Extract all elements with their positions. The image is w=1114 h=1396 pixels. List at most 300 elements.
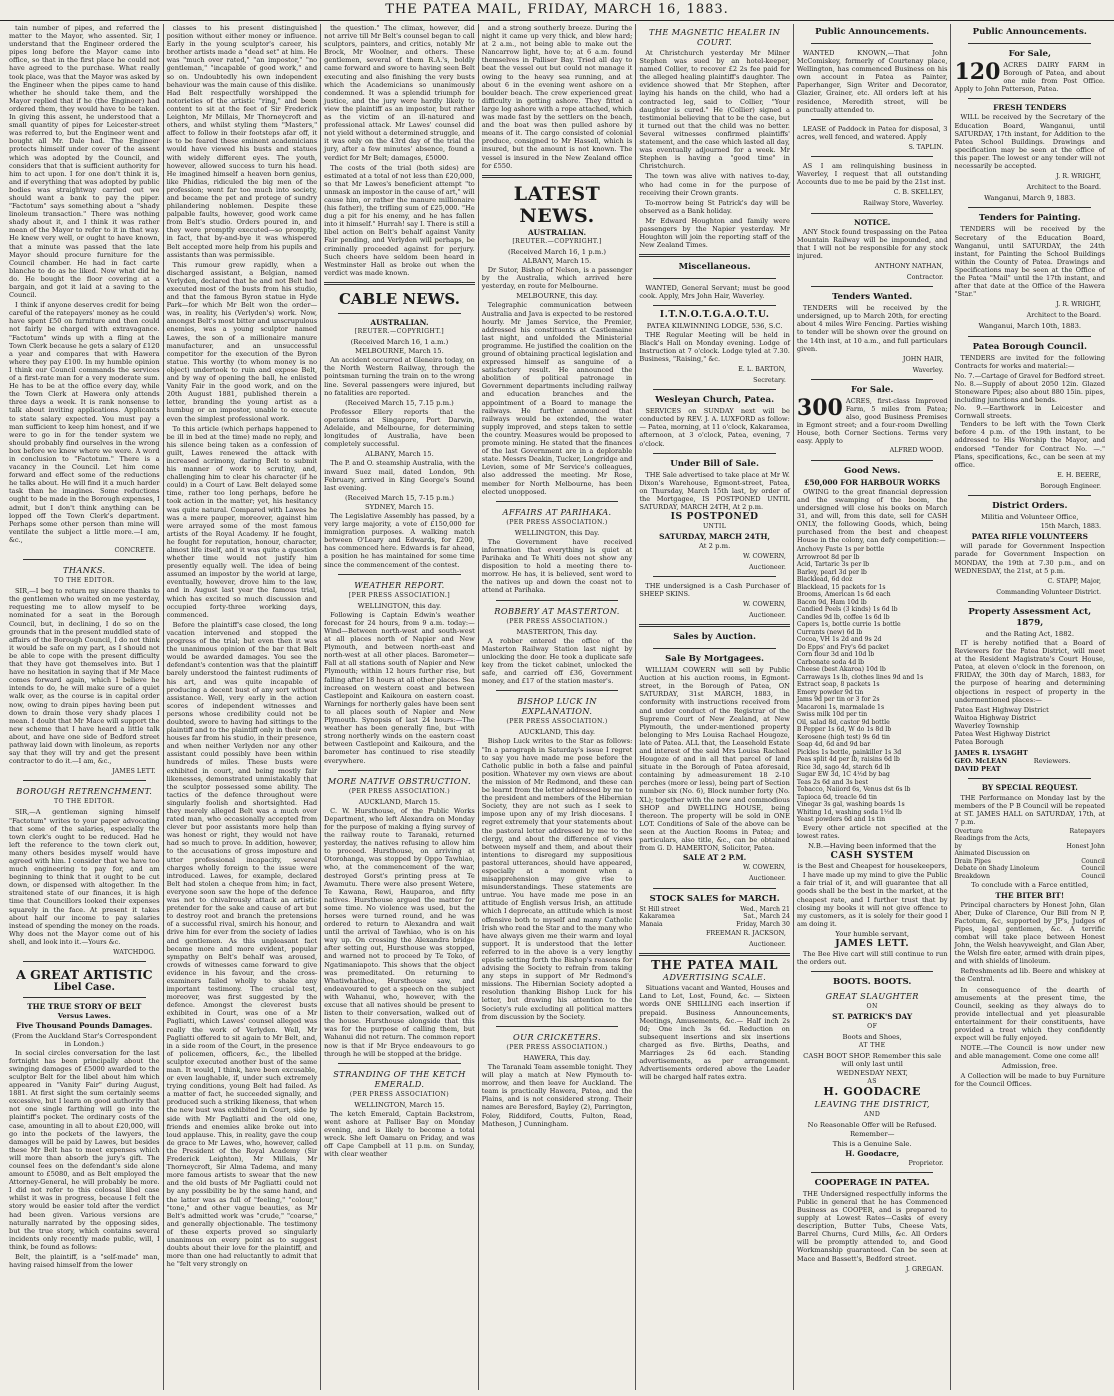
- ad-text: THE undersigned is a Cash Purchaser of SHEEP SKINS.: [639, 581, 790, 598]
- signature: JAMES LETT.: [112, 767, 156, 776]
- news-text: The Legislative Assembly has passed, by a very large majority, a vote of £150,000 for immigration purposes. A walking match between O'Leary and Edwards, for £200, has commenced here. Edwards is far ahead, a position he has maintained for some time since the commencement of the contest.: [324, 511, 475, 569]
- news-text: A robber entered the office of the Masterton Railway Station last night by unlocking the door. He took a duplicate safe key from the ticket cabinet, unlocked the safe, and carried off £36, Government money, and £17 of the station master's.: [481, 636, 633, 686]
- acre-count: 300: [796, 394, 843, 421]
- heading-wesleyan: Wesleyan Church, Patea.: [655, 395, 775, 406]
- contract-item: No. 7.—Cartage of Gravel for Bedford street.: [954, 371, 1106, 380]
- ad-text: In consequence of the dearth of amusements at the present time, the Council, seeking as they always do to provide intellectual and yet pleasurable entertainment for their constituents, have provided a treat which they confidently expect will be fully enjoyed.: [954, 985, 1106, 1043]
- news-text: The town was alive with natives to-day, who had come in for the purpose of receiving their Crown grants.: [639, 172, 790, 197]
- signature-role: Secretary.: [753, 376, 786, 385]
- heading-notice: NOTICE.: [854, 217, 891, 227]
- received-line: (Received March 15, 7-15 p.m.): [344, 493, 454, 502]
- signature: FREEMAN R. JACKSON,: [705, 929, 786, 937]
- article-text: classes to his present distinguished position without either money or influence. Early in the young sculptor's career, his brother artists made a "dead set" at him. He was "much over rated," "an impostor," "no gentleman," "incapable of good work," and so on. Undoubtedly his own independent behaviour was the main cause of this dislike. Had Belt respectfully worshipped the notorieties of the artistic "ring," and been content to sit at the feet of Sir Frederick Leighton, Mr Millais, Mr Thorneycroft and others, and whilst styling them "Masters," affect to follow in their footsteps afar off, it is to be feared these eminent academicians would have viewed his busts and statues with widely different eyes. The youth, however, allowed success to turn his head. He imagined himself a heaven born genius, like Phidias, ridiculed the big men of the profession; went far too much into society, and became the pet and protege of sundry philandering noblemen. Despite these palpable faults, however, good work came from Belt's studio. Orders poured in, and they were promptly executed—so promptly, in fact, that by-and-bye it was whispered Belt accepted more help from his pupils and assistants than was permissible.: [166, 24, 318, 259]
- ad-text: TENDERS are invited for the following Contracts for works and material:—: [954, 353, 1106, 370]
- heading-for-sale: For Sale.: [850, 384, 894, 395]
- list-item: Manaia Friday, March 30: [639, 920, 790, 928]
- headline-libel: Libel Case.: [53, 982, 115, 994]
- heading-mortgagees: Sale By Mortgagees.: [665, 654, 765, 665]
- letter-text: tain number of pipes, and referred the matter to the Mayor, who assented. Sir, I understand that the Engineer ordered the pipes long before the Mayor came into office, so that in the first place he could not have agreed to the purchase. What really took place, was that the Mayor was asked by the Engineer when the pipes came to hand whether he should take them, and the Mayor replied that if he (the Engineer) had ordered them, they would have to be taken. In giving this assent, he understood that a small quantity of pipes for Leicester-street was referred to, but the Engineer went and bought all Mr. Dale had. The Engineer protects himself under cover of the assent which was adopted by the Council, and considers that that is sufficient authority for him to act upon. I for one don't think it is, and if everything that was adopted by public bodies was straightway carried out we should want a bank to pay the piper. "Factotum" says something about a "shady linoleum transaction." There was nothing shady about it, and I think it was rather mean of the Mayor to refer to it in that way. He knew very well, or ought to have known, that a minute was passed that the late Mayor should procure furniture for the Council chamber. He had in fact carte blanche to do as he liked. Now what did he do. He bought the floor covering at a bargain, and got it laid at a saving to the Council.: [9, 24, 160, 300]
- reuter-line: [REUTER.—COPYRIGHT.]: [512, 237, 602, 245]
- heading-for-sale: For Sale,: [1008, 49, 1051, 59]
- divider: [338, 574, 461, 575]
- ad-text: WILLIAM COWERN will sell by Public Auction at his auction rooms, in Egmont-street, in the Borough of Patea, ON SATURDAY, 31st MARCH, 1883, in conformity with instructions received from and under conduct of the Registrar of the Supreme Court of New Zealand, at New Plymouth, the under-mentioned property belonging to Mrs Louisa Rachael Hougoze, late of Patea. ALL that, the Leasehold Estate and interest of the said Mrs Louisa Rachael Hougoze of and in all that parcel of land situate in the Borough of Patea aforesaid, containing by admeasurement 18 2-10 perches (more or less), being part of Section number six (No. 6), Block number forty (No. XL); together with the new and commodious SHOP and DWELLING HOUSE, being thereon. The property will be sold in ONE LOT. Conditions of Sale of the above can be seen at the Auction Rooms in Patea; and particulars, also title, &c., can be obtained from G. D. HAMERTON, Solicitor, Patea.: [639, 666, 790, 853]
- biter-bit: THE BITER BIT!: [995, 890, 1065, 900]
- signature: CONCRETE.: [114, 546, 156, 554]
- divider: [811, 213, 934, 214]
- section-heading-bishop: BISHOP LUCK IN EXPLANATION.: [517, 696, 597, 717]
- dateline: SYDNEY, March 15.: [365, 502, 434, 511]
- divider: [639, 953, 790, 956]
- place-item: Patea East Highway District: [954, 705, 1049, 714]
- divider: [968, 336, 1091, 337]
- goods-item: Bacon 9d, Ham 10d lb: [796, 598, 867, 606]
- program-list: [954, 828, 1105, 881]
- goods-item: B Pepper 1s 6d, W do 1s 8d lb: [796, 726, 892, 734]
- lodge-name: PATEA KILWINNING LODGE, 536, S.C.: [646, 321, 783, 330]
- goods-item: Tobacco, Naiiord 6s, Venus dst 6s lb: [796, 786, 911, 794]
- divider: [811, 1172, 934, 1173]
- list-item: Kakaramea Sat., March 24: [639, 913, 790, 920]
- section-heading-cricketers: OUR CRICKETERS.: [513, 1031, 601, 1042]
- goods-item: Jams 9d per tin or 3 for 2s: [796, 696, 880, 704]
- divider: [23, 961, 146, 962]
- heading-sales-by-auction: Sales by Auction.: [673, 632, 756, 643]
- goods-item: Blacklead, 6d doz: [796, 576, 853, 584]
- masthead: [0, 0, 1114, 21]
- reviewer-name: GEO. McLEAN: [954, 757, 1008, 766]
- heading-special-request: BY SPECIAL REQUEST.: [981, 783, 1078, 793]
- ad-text: Situations vacant and Wanted, Houses and Land to Let, Lost, Found, &c. — Sixteen words ONE SHILLING each insertion if prepaid. Business Announcements, Meetings, Amusements, &c.— Half inch 2s 0d; One inch 3s 6d. Reduction on subsequent insertions and six insertions charged as five. Births, Deaths, and Marriages 2s 6d each. Standing advertisements, as per arrangement. Advertisements ordered above the Leader will be charged half rates extra.: [639, 984, 790, 1082]
- dateline: MASTERTON, This day.: [516, 627, 598, 636]
- goods-price-list: [797, 546, 948, 824]
- boots-line: Boots and Shoes,: [842, 1032, 902, 1041]
- divider: [324, 282, 475, 285]
- press-line: (PER PRESS ASSOCIATION.): [348, 787, 451, 795]
- received-line: (Received March 16, 1 a.m.): [350, 338, 449, 347]
- signature: ANTHONY NATHAN,: [874, 261, 944, 270]
- great-slaughter: GREAT SLAUGHTER: [825, 991, 919, 1002]
- program-item-label: Drain Pipes: [954, 857, 991, 865]
- signature-role: Waverley.: [912, 365, 944, 374]
- dateline: MELBOURNE, March 15.: [355, 347, 444, 356]
- article-text: Before the plaintiff's case closed, the long vacation intervened and stopped the progress of the trial; but even then it was the unanimous opinion of the bar that Belt would be awarded damages. You see the defendant's contention was that the plaintiff barely understood the faintest rudiments of his art, and was quite incapable of producing a decent bust of any sort without assistance. Well, very early in the action scores of independent witnesses and persons whose credibility could not be doubted, swore to having had sittings to the plaintiff and to the plaintiff only in their own houses far from his studio, in their presence, and when neither Verlyden nor any other assistant could possibly have been within hundreds of miles. These busts were exhibited in court, and being mostly fair likenesses, demonstrated unmistakably that the sculptor possessed some ability. The tactics of the defence throughout were singularly foolish and shortsighted. Had they merely alleged Belt was a much over rated man, who occasionally accepted from clever but poor assistants more help than was honest or right, they would not have had so much to prove. In addition, however, to the accusations of gross imposture and utter professional incapacity, several charges wholly foreign to the issue were introduced. Lawes, for example, declared Belt had stolen a cheque from him; in fact, everyone soon saw the hope of the defence was not to chivalrously attack an artistic pretender for the sake and cause of art but to destroy root and branch the pretensions of a successful rival, smirch his honour, and drive him for ever from the society of ladies and gentlemen. As this unpleasant fact became more and more evident, popular sympathy on Belt's behalf was aroused, crowds of witnesses came forward to give evidence in his favour, and the cross-examiners failed wholly to shake any important testimony. The crucial test, moreover, was first suggested by the defence. Amongst the cleverest busts exhibited in Court, was one of a Mr Pagliatti, which Lawes' counsel alleged was really the work of Verlyden. Well, Mr Pagliatti offered to sit again to Mr Belt, and, in a side room of the Court, in the presence of policemen, officers, &c., the libelled sculptor executed another bust of the same man. It would, I think, have been excusable, or even laughable, if, under such extremely trying conditions, young Belt had failed. As a matter of fact, he succeeded signally, and produced such a striking likeness, that when the new bust was exhibited in Court, side by side with Mr Pagliatti and the old one, friends and enemies alike broke out into loud applause. This, in reality, gave the coup de grace to Mr Lawes, who, however, called the President of the Royal Academy (Sir Frederick Leighton), Mr Millais, Mr Thorneycroft, Sir Alma Tadema, and many more famous artists to swear that the new and the old busts of Mr Pagliatti could not by any possibility be by the same hand, and the latter was as full of "feeling," "colour," "tone," and other vague beauties, as Mr Belt's admitted work was "crude," "coarse," and generally objectionable. The testimony of these experts proved so singularly unanimous on every point as to suggest doubts about their love for the plaintiff, and more than one had reluctantly to admit that he "felt very strongly on: [166, 620, 318, 1269]
- signature-role: Architect to the Board.: [1026, 183, 1102, 192]
- rifle-volunteers: PATEA RIFLE VOLUNTEERS: [971, 532, 1088, 542]
- divider: [811, 460, 934, 461]
- reviewers-label: Reviewers.: [1033, 757, 1071, 766]
- divider: [639, 254, 790, 257]
- program-item: [954, 835, 1105, 843]
- goods-item: Vinegar 3s gal, washing boards 1s: [796, 801, 905, 809]
- ad-text: WANTED, General Servant; must be good cook. Apply, Mrs John Hair, Waverley.: [639, 284, 790, 301]
- cash-sub: is the Best and Cheapest for housekeepers,: [797, 862, 948, 871]
- ad-text: THE Undersigned respectfully informs the Public in general that he has Commenced Business as COOPER, and is prepared to supply at Lowest Rates—Casks of every description, Butter Tubs, Cheese Vats, Barrel Churns, Curd Mills, &c. All Orders will be promptly attended to, and Good Workmanship guaranteed. Can be seen at Mace and Bassett's, Bedford street.: [796, 1189, 948, 1263]
- divider: [23, 997, 146, 998]
- signature-role: Auctioneer.: [749, 940, 786, 949]
- ad-text: Every other article not specified at the lowest rates.: [796, 823, 948, 840]
- signature-role: Commanding Volunteer District.: [996, 587, 1102, 596]
- program-item-label: by: [954, 842, 962, 850]
- ad-text: I have made up my mind to give the Public a fair trial of it, and will guarantee that all goods shall be the best in the market, at the cheapest rate, and I further trust that by closing my books it will not give offence to my customers, as it is solely for their good I am doing it.: [796, 871, 948, 928]
- divider: [811, 286, 934, 287]
- headline-latest-news: LATEST NEWS.: [513, 182, 601, 227]
- heading-public-announcements: Public Announcements.: [972, 27, 1087, 37]
- section-heading-robbery: ROBBERY AT MASTERTON.: [494, 605, 620, 616]
- subhead-damages: Five Thousand Pounds Damages.: [16, 1021, 153, 1031]
- divider: [482, 175, 633, 178]
- news-text: Professor Ellery reports that the operations at Singapore, Port Darwin, Adelaide, and Melbourne, for determining longitudes of Australia, have been completely successful.: [324, 407, 475, 449]
- divider: [338, 770, 461, 771]
- dateline: WELLINGTON, March 15.: [354, 1100, 445, 1109]
- heading-cooperage: COOPERAGE IN PATEA.: [814, 1177, 930, 1188]
- goods-item: Do Epps' and Fry's 6d packet: [796, 643, 889, 651]
- letter-text: SIR,—I beg to return my sincere thanks to the gentlemen who waited on me yesterday, requesting me to allow myself to be nominated for a seat in the Borough Council, but, in declining, I do so on the grounds that in the present muddled state of affairs of the Borough Council, I do not think it would be safe on my part, as I should not be able to cope with the present difficulty that they have got themselves into. But I have no hesitation in saying that if Mr Mace comes forward again, which I believe he intends to do, he will make sure of a quiet walk over, as the course is in capital order now, owing to drain pipes having been put down to drain those very shady places I mean. I doubt that Mr Mace will support the new scheme that I have heard a little talk about, and have one side of Bedford street pathway laid down with linoleum, as reports say that they will try and get the present contractor to do it.—I am, &c.,: [9, 587, 160, 766]
- goods-item: Whiting 1d, washing soda 1½d lb: [796, 808, 902, 816]
- heading-bill-of-sale: Under Bill of Sale.: [670, 458, 759, 469]
- heading-patea-mail: THE PATEA MAIL: [651, 958, 779, 973]
- program-item: [954, 865, 1105, 873]
- program-item-performer: Ratepayers: [1069, 827, 1106, 835]
- divider: [968, 207, 1091, 208]
- goods-item: Yeast powders 6d and 1s tin: [796, 816, 886, 824]
- signature: WATCHDOG.: [113, 948, 156, 957]
- program-item-performer: Council: [1081, 872, 1106, 880]
- goods-item: Cocoa, VH 1s 2d and 9s 2d: [796, 636, 882, 644]
- place-item: Patea West Highway District: [954, 730, 1051, 738]
- contract-list: [954, 372, 1105, 421]
- subhead-versus: Versus Lawes.: [57, 1012, 111, 1021]
- places-list: [954, 706, 1105, 746]
- patrick-line: ST. PATRICK'S DAY: [832, 1012, 913, 1022]
- program-item: [954, 828, 1105, 836]
- column-2: [164, 24, 322, 1390]
- signature: J. R. WRIGHT,: [1056, 172, 1102, 181]
- dateline: ALBANY, March 15.: [522, 256, 592, 265]
- divider: [338, 313, 461, 314]
- signature: S. TAPLIN.: [908, 142, 944, 151]
- goods-item: Anchovy Paste 1s per bottle: [796, 546, 885, 554]
- letter-text: I think if anyone deserves credit for being careful of the ratepayers' money as he could have spent £50 on furniture and then could not fairly be charged with extravagance. "Factotum" winds up with a fling at the Town Clerk because he gets a salary of £120 a year and compares that with Hawera where they pay £100. In my humble opinion I think our Council commands the services of a first-rate man for a very moderate sum. He has to be at the office every day, while the Town Clerk at Hawera only attends three days a week. It is rank nonsense to talk about inviting applications. Applicants to state salary expected. You must pay a man sufficient to keep him honest, and if we were to go in for the tender system we should probably find ourselves in the wrong box before we knew where we were. A word in conclusion to "Factotum." There is a vacancy in the Council. Let him come forward and effect some of the reductions he talks about. He will find it a much harder task than he imagines. Some reductions ought to be made in the Borough expenses, I admit, but I don't think anything can be lopped off the Town Clerk's department. Perhaps some other person than mine will ventilate the subject a little more.—I am, &c.,: [9, 301, 160, 544]
- servant-line: Your humble servant,: [835, 929, 909, 938]
- divider: [653, 305, 776, 306]
- reuter-line: [REUTER.—COPYRIGHT.]: [354, 328, 445, 335]
- divider: [811, 379, 934, 380]
- signature: J. GREGAN.: [905, 1264, 944, 1273]
- stock-sales-list: [639, 906, 790, 929]
- press-line: [PER PRESS ASSOCIATION.]: [348, 591, 451, 599]
- of-line: OF: [867, 1022, 878, 1030]
- program-item: [954, 873, 1105, 881]
- goods-item: Teas 2s 6d and 3s best: [796, 778, 868, 786]
- divider: [811, 156, 934, 157]
- refused-line: No Reasonable Offer will be Refused.: [807, 1121, 937, 1130]
- divider: [653, 389, 776, 390]
- received-line: (Received March 15, 7.15 p.m.): [345, 398, 454, 407]
- contract-item: No. 8.—Supply of about 2050 12in. Glazed Stoneware Pipes; also about 880 15in. pipes, including junctions and bends.: [954, 379, 1106, 404]
- goodacre-name: H. GOODACRE: [823, 1085, 921, 1099]
- divider: [496, 501, 619, 502]
- ad-text: A Collection will be made to buy Furniture for the Council Offices.: [954, 1071, 1106, 1088]
- ad-text: LEASE of Paddock in Patea for disposal, 3 acres, well fenced, and watered. Apply: [796, 124, 948, 141]
- heading-boots: BOOTS. BOOTS.: [833, 977, 912, 988]
- goods-item: Acid, Tartaric 3s per lb: [796, 561, 870, 569]
- news-text: Mr Edward Houghton and family were passengers by the Napier yesterday. Mr Houghton will join the reporting staff of the New Zealand Times.: [639, 216, 790, 250]
- ad-text: ACRES, first-class Improved Farm, 5 miles from Patea; also, good Business Premises in Egmont street; and a four-room Dwelling House, both Corner Sections. Terms very easy. Apply to: [796, 396, 948, 446]
- article-text: The costs of the trial (both sides) are estimated at a total of not less than £20,000, so that Mr Lawes's beneficient attempt "to unmask an impostor in the cause of art," will cause him, or rather the manure millionaire (his father), the trifling sum of £25,000. "He dug a pit for his enemy, and he has fallen into it himself." Hurrah! say I. There is still a libel action on Belt's behalf against Vanity Fair pending, and Verlyden will perhaps, be criminally proceeded against for perjury. Such cheers have seldom been heard in Westminster Hall as broke out when the verdict was made known.: [324, 163, 475, 277]
- dateline: HAWERA, This day.: [523, 1053, 591, 1062]
- section-heading-parihaka: AFFAIRS AT PARIHAKA.: [502, 506, 612, 517]
- divider: [639, 624, 790, 627]
- admission-line: Admission, free.: [1001, 1062, 1058, 1071]
- news-text: Dr Sutor, Bishop of Nelson, is a passenger by the Australia, which arrived here yesterday, en route for Melbourne.: [481, 266, 633, 291]
- news-text: Telegraphic communication between Australia and Java is expected to be restored hourly. Mr James Service, the Premier, addressed his constituents at Castlemaine last night, and unfolded the Ministerial programme. He justified the coalition on the ground of obtaining practical legislation and expressed himself as sanguine of a satisfactory result. He announced the abolition of political patronage in Government departments including railway and education branches and the appointment of a Board to manage the railways. He further announced that railways would be extended, the water supply improved, and steps taken to settle the country. Measures would be proposed to promote mining. He stated that the finances of the last Government are in a deplorable state. Messrs Deakin, Tucker, Longridge and Levien, some of Mr Service's colleagues, also addressed the meeting. Mr Rose, member for North Melbourne, has been elected unopposed.: [481, 301, 633, 496]
- program-item-label: Readings from the Acts,: [954, 835, 1030, 843]
- signature-role: Auctioneer.: [749, 610, 786, 619]
- signature-role: Borough Engineer.: [1040, 481, 1102, 490]
- for-sale-ad: [796, 394, 948, 446]
- article-text: Belt, the plaintiff, is a "self-made" man, having raised himself from the lower: [9, 1253, 160, 1270]
- ad-text: will parade for Government Inspection parade for Government Inspection on MONDAY, the 19th at 7.30 p.m., and on WEDNESDAY, the 21st, at 5 p.m.: [954, 542, 1106, 575]
- postponed-line: IS POSTPONED: [670, 511, 759, 523]
- ad-text: THE Performance on Monday last by the members of the P B Council will be repeated at ST. JAMES HALL on SATURDAY, 17th, at 7 p.m.: [954, 793, 1106, 826]
- ad-text: SERVICES on SUNDAY next will be conducted by REV. J. A. LUXFORD as follow:— Patea, morning, at 11 o'clock, Kakaramea, afternoon, at 3 o'clock, Patea, evening, 7 o'clock.: [639, 407, 790, 448]
- signature: E. L. BARTON,: [738, 365, 786, 373]
- ad-text: Principal characters by Honest John, Glan Aber, Duke of Clarence, Our Bill from N P, Factotum, &c, supported by JP's, Judges of Pipes, legal gentlemen, &c. A terrific combat will take place between Honest John, the Welsh heavyweight, and Glan Aber, the Welsh fire eater, armed with drain pipes, and with shields of linoleum.: [954, 900, 1106, 966]
- place-item: Patea Borough: [954, 738, 1004, 747]
- signature: W. COWERN,: [742, 863, 786, 872]
- goods-item: Candles 9d lb, coffee 1s 6d lb: [796, 613, 890, 621]
- divider: [496, 1026, 619, 1027]
- program-item-label: Breakdown: [954, 872, 991, 880]
- goods-item: Tapioca 6d, treacle 6d tin: [796, 793, 878, 801]
- subhead-belt: THE TRUE STORY OF BELT: [27, 1002, 142, 1012]
- goods-item: Barley, pearl 3d per lb: [796, 568, 867, 576]
- program-item-performer: Council: [1081, 865, 1106, 873]
- ad-text: ACRES DAIRY FARM in Borough of Patea, and about one mile from Post Office. Apply to John Patterson, Patea.: [954, 61, 1106, 94]
- article-text: In social circles conversation for the last fortnight has been principally about the swinging damages of £5000 awarded to the sculptor Belt for the libel about him which appeared in "Vanity Fair" during August, 1881. At first sight the sum certainly seems excessive, but I learn on good authority that not one single farthing will go into the plaintiff's pocket. The ordinary costs of the case, amounting in all to about £20,000, will go into the pockets of the lawyers, the damages will be paid by Lawes, but besides these Mr Belt has to meet expenses which will more than absorb the jury's gift. The counsel fees on the defendant's side alone amount to £5080, and as Belt employed the Attorney-General, he will probably be more. I did not refer to this colossal libel case whilst it was in progress, because I felt the story would be easier told after the verdict had been given. Various versions are naturally narrated by the opposing sides, but the true story, which contains several incidents only recently made public, will, I think, be found as follows:: [9, 1048, 160, 1251]
- on-line: ON: [866, 1003, 878, 1011]
- divider: [811, 971, 934, 972]
- program-item-performer: Council: [1081, 857, 1106, 865]
- ad-text: Tenders to be left with the Town Clerk before 4 p.m. of the 19th instant, to be addressed to His Worship the Mayor, and endorsed "Tender for Contract No. —." Plans, specifications, &c., can be seen at my office.: [954, 420, 1106, 469]
- date-line: 15th March, 1883.: [1040, 522, 1102, 531]
- headline-cable-news: CABLE NEWS.: [338, 289, 460, 308]
- reviewers-block: [954, 749, 1105, 773]
- section-heading-ketch: STRANDING OF THE KETCH EMERALD.: [333, 1068, 466, 1089]
- goods-item: Soap 4d, 6d and 9d bar: [796, 741, 871, 749]
- letter-text: SIR,—A gentleman signing himself "Factotum" writes to your paper advocating that some of the salaries, especially the town clerk's ought to be reduced. Had he left the reference to the town clerk out, many others besides myself would have agreed with him. I consider that we have too much engineering to pay for, and am beginning to think that it ought to be cut down, or dispensed with altogether. In the straitened state of our finances, it is high time that Councillors looked their expenses squarely in the face. At present it takes about half our income to pay salaries instead of spending the money on the roads. Why does not the Mayor come out of his shell, and look into it.—Yours &c.: [9, 808, 160, 946]
- at-the-line: AT THE: [858, 1041, 886, 1049]
- divider: [968, 495, 1091, 496]
- divider: [811, 119, 934, 120]
- remember-line: Remember—: [849, 1130, 895, 1139]
- divider: [496, 600, 619, 601]
- signature: W. COWERN,: [742, 551, 786, 560]
- goods-item: Emery powder 9d tin: [796, 688, 864, 696]
- date-line: Wanganui, March 9, 1883.: [984, 194, 1076, 203]
- program-item: [954, 858, 1105, 866]
- goods-item: Sugar EW 3d, 1C 4½d by bag: [796, 771, 890, 779]
- wednesday-line: WEDNESDAY NEXT,: [836, 1068, 908, 1077]
- place-item: Waverley Township: [954, 721, 1019, 730]
- divider: [968, 778, 1091, 779]
- divider: [811, 43, 934, 44]
- heading-borough-council: Patea Borough Council.: [972, 341, 1087, 352]
- column-4: [479, 24, 637, 1390]
- ad-text: THE Sale advertised to take place at Mr W. Dixon's Warehouse, Egmont-street, Patea, on Thursday, March 15th last, by order of the Mortgagee, IS POSTPONED UNTIL SATURDAY, MARCH 24TH, At 2 p.m.: [639, 470, 790, 512]
- column-5: [636, 24, 794, 1390]
- ad-text: ANY Stock found trespassing on the Patea Mountain Railway will be impounded, and that I will not be responsible for any stock injured.: [796, 227, 948, 260]
- goods-item: Corn flour 3d and 10d lb: [796, 651, 875, 659]
- signature: JOHN HAIR,: [902, 354, 944, 363]
- received-line: (Received March 16, 1 p.m.): [508, 247, 607, 256]
- heading-public-announcements: Public Announcements.: [815, 27, 930, 37]
- signature-role: Architect to the Board.: [1026, 311, 1102, 320]
- cash-system: CASH SYSTEM: [830, 850, 914, 862]
- signature: E. H. BEERE,: [1057, 470, 1102, 479]
- ad-text: OWING to the great financial depression and the swamping of the boom, the undersigned will close his books on March 31, and will, from this date, sell for CASH ONLY, the following Goods, which, being purchased from the best and cheapest House in the colony, can defy competition:—: [796, 487, 948, 545]
- news-text: The Government have received information that everything is quiet at Parihaka and Te Whiti does not show any disposition to hold a meeting there to-morrow. He has, it is believed, sent word to the natives up and down the coast not to attend at Parihaka.: [481, 537, 633, 595]
- signature: W. COWERN,: [742, 599, 786, 608]
- news-text: To-morrow being St Patrick's day will be observed as a Bank holiday.: [639, 198, 790, 215]
- correspondent-line: (From the Auckland Star's Correspondent in London.): [11, 1031, 157, 1048]
- lodge-title: I.T.N.O.T.G.A.O.T.U.: [659, 309, 770, 321]
- date-line: SATURDAY, MARCH 24TH,: [659, 532, 771, 542]
- divider: [968, 43, 1091, 44]
- news-text: Bishop Luck writes to the Star as follows: "In a paragraph in Saturday's issue I regret to say you have made me pose before the Catholic public in both a false and painful position. Whatever my own views are about the mission of Mr Redmond, and these can be learnt from the letter addressed by me to the president and members of the Hibernian Society, they are not such as I seek to impose upon any of my Irish diocesans. I regret extremely that your statements about the pastoral letter addressed by me to the clergy, and about the difference of views between myself and them, and about their intentions to disregard my suppositious pastoral utterances, should have appeared, especially at a moment when a misapprehension may give rise to misunderstandings. These statements are untrue. You have made me pose in an attitude of English versus Irish, an attitude which I deprecate, an attitude which is most offensive both to myself and many Catholic Irish who read the Star and to the many who have always given me their warm and loyal support. It is understood that the letter referred to in the above is a very lengthy epistle setting forth the Bishop's reasons for advising the Society to refrain from taking any steps in support of Mr Redmond's missions. The Hibernian Society adopted a resolution thanking Bishop Luck for his letter, but drawing his attention to the Society's rule excluding all political matters from discussion by the Society.: [481, 737, 633, 1021]
- divider: [23, 780, 146, 781]
- nb-line: N.B.—Having been informed that the: [808, 842, 937, 850]
- program-item-performer: Honest John: [1066, 842, 1106, 850]
- ad-text: WILL be received by the Secretary of the Education Board, Wanganui, until SATURDAY, 17th instant, for Addition to the Patea School Buildings. Drawings and specification may be seen at the office of this paper. The lowest or any tender will not necessarily be accepted.: [954, 113, 1106, 171]
- rating-act-line: and the Rating Act, 1882.: [985, 629, 1075, 638]
- goods-item: Capers 1s, bottle currie 1s bottle: [796, 621, 901, 629]
- sale-time: SALE AT 2 P.M.: [682, 853, 747, 863]
- heading-tenders-wanted: Tenders Wanted.: [832, 292, 913, 303]
- subhead-australian: AUSTRALIAN.: [527, 227, 587, 237]
- goods-item: Extract soap, 8 packets 1s: [796, 681, 880, 689]
- heading-fresh-tenders: FRESH TENDERS: [993, 103, 1067, 113]
- signature-role: Railway Store, Waverley.: [863, 199, 944, 208]
- goods-item: Macaroni 1s, marmalade 1s: [796, 703, 885, 711]
- heading-good-news: Good News.: [844, 465, 901, 476]
- news-text: The P. and O. steamship Australia, with the inward Suez mail, dated London, 9th February, arrived in King George's Sound last evening.: [324, 459, 475, 492]
- divider: [968, 601, 1091, 602]
- news-text: At Christchurch yesterday Mr Milner Stephen was sued by an hotel-keeper, named Collier, to recover £2 2s fee paid for the alleged healing plaintiff's daughter. The evidence showed that Mr Stephen, after laying his hands on the child, who had a contracted leg, said to Collier, "Your daughter is cured." He (Collier) signed a testimonial believing that to be the case, but it turned out that the child was no better. Several witnesses confirmed plaintiffs' statement, and the case which lasted all day, was eventually adjourned for a week. Mr Stephen is having a "good time" in Christchurch.: [639, 49, 790, 171]
- dateline: MELBOURNE, this day.: [516, 292, 598, 301]
- news-text: An accident occurred at Gleneira today, on the North Western Railway, through the pointsman turning the train on to the wrong line. Several passengers were injured, but no fatalities are reported.: [324, 356, 475, 397]
- article-text: To this article (which perhaps happened to be ill in bed at the time) made no reply, and his silence being taken as a confession of guilt, Lawes renewed the attack with increased acrimony, daring Belt to submit his manner of work to scrutiny, and, challenging him to clear his character (if he could) in a Court of Law. Belt delayed some time, rather too long perhaps, before he took action in the matter; yet, his hesitancy was quite natural. Compared with Lawes he was a mere pauper, moreover, against him were arrayed some of the most famous artists of the Royal Academy. If he fought, he fought for reputation, honour, character, almost life itself, and it was quite a question whether time would not justify him presently equally well. The idea of being assumed an impostor by the world at large, eventually, however, drove him to the law, and in August last year the famous trial, which has excited so much discussion and occupied forty-three working days, commenced.: [166, 424, 318, 619]
- heading-property-assessment: Property Assessment Act, 1879,: [968, 606, 1092, 628]
- article-text: This rumour grew rapidly, when a discharged assistant, a Belgian, named Verlyden, declared that he and not Belt had executed most of the busts from his studio, and that the famous Byron statue in Hyde Park—for which Mr Belt won the order—was, in reality, his (Verlyden's) work. Now, amongst Belt's most bitter and unscrupulous enemies, was a young sculptor named Lawes, the son of a millionaire manure manufacturer, and an unsuccessful competitor for the execution of the Byron statue. This worthy (to whom money is no object) undertook to ruin and expose Belt, and by way of opening the ball, he enlisted Vanity Fair in the good work, and on the 20th August 1881, published therein a letter, branding the young artist as a humbug or an impostor, unable to execute even the simplest professional work.: [166, 260, 318, 423]
- reviewer-name: JAMES R. LYSAGHT: [954, 749, 1028, 758]
- signature-role: Contractor.: [906, 273, 944, 282]
- ad-text: THE Regular Meeting will be held in Black's Hall on Monday evening. Lodge of Instruction at 7 o'clock. Lodge tyled at 7.30. Business, "Raising," &c.: [639, 330, 790, 363]
- place-item: Waitoa Highway District: [954, 713, 1037, 722]
- news-text: The Taranaki Team assemble tonight. They will play a match at New Plymouth to-morrow, and then leave for Auckland. The team is practically Hawera, Patea, and the Plains, and is not considered strong. Their names are Beresford, Bayley (2), Parrington, Foley, Riddiford, Coutts, Fulton, Read, Matheson, J Cunningham.: [481, 1062, 633, 1128]
- section-heading-obstruction: MORE NATIVE OBSTRUCTION.: [327, 775, 471, 786]
- signature: ALFRED WOOD.: [889, 446, 944, 455]
- goods-item: Candied Peels (3 kinds) 1s 6d lb: [796, 606, 898, 614]
- section-heading-healer: THE MAGNETIC HEALER IN COURT.: [649, 27, 781, 47]
- press-line: (PER PRESS ASSOCIATION): [349, 1090, 450, 1098]
- leaving-line: LEAVING THE DISTRICT,: [814, 1099, 930, 1110]
- signature: JAMES LETT.: [835, 938, 910, 950]
- goods-item: Brooms, American 1s 6d each: [796, 591, 891, 599]
- ad-text: TENDERS will be received by the undersigned, up to March 20th, for erecting about 4 miles Wire Fencing. Parties wishing to tender will be shown over the ground on the 14th inst, at 10 a.m., and full particulars given.: [796, 304, 948, 353]
- signature-role: Proprietor.: [908, 1158, 944, 1167]
- goods-item: Carbonate soda 4d lb: [796, 658, 865, 666]
- heading-tenders-painting: Tenders for Painting.: [978, 213, 1081, 224]
- masthead-text: THE PATEA MAIL, FRIDAY, MARCH 16, 1883.: [385, 2, 729, 17]
- program-item-label: Debate on Shady Linoleum: [954, 865, 1040, 873]
- signature-role: Auctioneer.: [749, 874, 786, 883]
- press-line: (PER PRESS ASSOCIATION.): [506, 617, 608, 625]
- heading-stock-sales: STOCK SALES for MARCH.: [649, 893, 780, 904]
- goods-item: Swiss milk 10d per tin: [796, 711, 868, 719]
- ad-text: TENDERS will be received by the Secretary of the Education Board, Wanganui, until SATURDAY, the 24th instant, for Painting the School Buildings within the County of Patea. Drawings and Specifications may be seen at the Office of the Patea "Mail" until the 17th instant, and after that date at the Office of the Hawera "Star.": [954, 225, 1106, 299]
- to-editor: TO THE EDITOR.: [54, 798, 115, 806]
- ad-text: Refreshments ad lib. Beere and whiskey at the Central.: [954, 967, 1106, 984]
- divider: [653, 576, 776, 577]
- signature: C. B. SKELLEY,: [893, 188, 944, 197]
- goods-item: Cheese (best Akaroa) 10d lb: [796, 666, 886, 674]
- heading-district-orders: District Orders.: [992, 501, 1068, 512]
- signature: H. Goodacre,: [845, 1148, 900, 1158]
- ad-text: NOTE.—The Council is now under new and able management. Come one come all!: [954, 1044, 1106, 1061]
- ad-text: AS I am relinquishing business in Waverley, I request that all outstanding Accounts due to me be paid by the 21st inst.: [796, 162, 948, 187]
- goods-item: Oil, salad 8d, castor 9d bottle: [796, 718, 890, 726]
- list-item: St Hill street Wed., March 21: [639, 905, 790, 913]
- section-heading-thanks: THANKS.: [63, 565, 106, 576]
- program-item-label: Animated Discussion on: [954, 850, 1030, 858]
- news-text: and a strong southerly breeze. During the night it came up very thick, and blew hard; at 2 a.m., not being able to make out the Nancarrow light, hove to; at 6 a.m. found themselves in Palliser Bay. Tried all day to beat the vessel out but could not manage it owing to the heavy sea running, and at about 6 in the evening went ashore on a boulder beach. The crew experienced great difficulty in getting ashore. They fitted a large log ashore with a rope attached, which was made fast by the settlers on the beach, and the boat was then pulled ashore by means of it. The cargo consisted of colonial produce, consigned to Mr Hassell, which is insured, but the amount is not known. The vessel is insured in the New Zealand office for £550.: [481, 24, 633, 170]
- to-editor: TO THE EDITOR.: [54, 577, 115, 585]
- office-line: Militia and Volunteer Office,: [980, 513, 1079, 522]
- ad-text: The Bee Hive cart will still continue to run the orders out.: [796, 950, 948, 967]
- program-item: [954, 850, 1105, 858]
- goods-item: Pickles 1s bottle, painkiller 1s 3d: [796, 748, 902, 756]
- signature: C. STAPP, Major,: [1047, 576, 1102, 585]
- column-3: [321, 24, 479, 1390]
- dateline: WELLINGTON, this Day.: [514, 528, 600, 537]
- and-line: AND: [864, 1111, 881, 1119]
- news-text: Following is Captain Edwin's weather forecast for 24 hours, from 9 a.m. today:—Wind—Between north-west and south-west at all places north of Napier and New Plymouth, and between north-east and north-west at all other places. Barometer—Fall at all stations south of Napier and New Plymouth; within 12 hours further rise, but falling after 18 hours at all other places. Sea increased on western coast and between Castlepoint and Kaikoura on eastern coast. Warnings for northerly gales have been sent to all places south of Napier and New Plymouth. Synopsis of last 24 hours:—The weather has been generally fine, but with strong northerly winds on the eastern coast between Castlepoint and Kaikoura, and the barometer has continued to rise steadily everywhere.: [324, 610, 475, 765]
- reviewers-list: [954, 749, 1027, 773]
- divider: [653, 453, 776, 454]
- genuine-line: This is a Genuine Sale.: [832, 1139, 912, 1148]
- acre-count: 120: [954, 59, 1001, 85]
- reviewer-name: DAVID PEAT: [954, 765, 1001, 774]
- headline-artistic: A GREAT ARTISTIC: [16, 967, 153, 983]
- press-line: (PER PRESS ASSOCIATION.): [506, 518, 608, 526]
- divider: [653, 888, 776, 889]
- news-text: The ketch Emerald, Captain Backstrom, went ashore at Palliser Bay on Monday evening, and is likely to become a total wreck. She left Oamaru on Friday, and was off Cape Campbell at 11 p.m. on Sunday, with clear weather: [324, 1109, 475, 1159]
- dateline: AUCKLAND, This day.: [519, 728, 596, 737]
- column-1: [6, 24, 164, 1390]
- section-heading-borough: BOROUGH RETRENCHMENT.: [16, 786, 153, 797]
- column-7: [951, 24, 1108, 1390]
- program-item-label: Overture: [954, 827, 983, 835]
- divider: [23, 559, 146, 560]
- ad-text: IT is hereby notified that a Board of Reviewers for the Patea District, will meet at the Resident Magistrate's Court House, Patea, at eleven o'clock in the forenoon, on FRIDAY, the 30th day of March, 1883, for the purpose of hearing and determining objections in respect of property in the undermentioned places:—: [954, 638, 1106, 704]
- dateline: ALBANY, March 15.: [365, 450, 434, 459]
- divider: [653, 278, 776, 279]
- divider: [338, 1063, 461, 1064]
- newspaper-columns: [6, 24, 1108, 1390]
- goods-item: Kerosene (high test) 9s 6d tin: [796, 733, 891, 741]
- date-line: Wanganui, March 10th, 1883.: [978, 322, 1082, 331]
